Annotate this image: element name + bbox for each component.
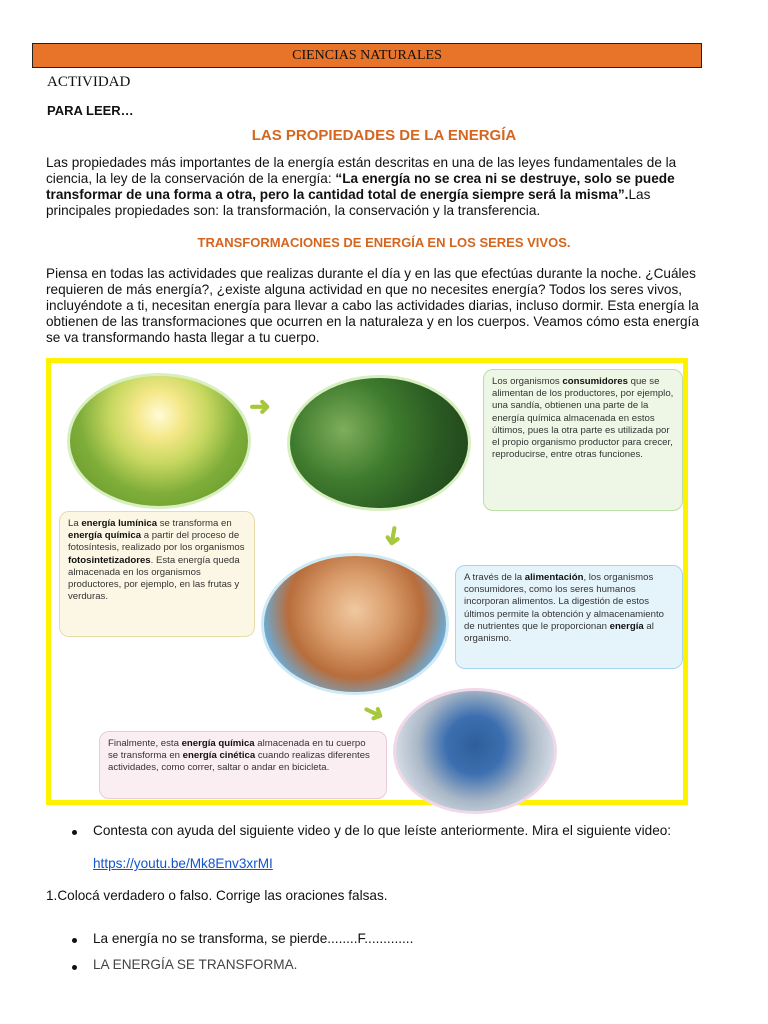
activity-label: ACTIVIDAD (47, 74, 131, 90)
box1-bold-a: consumidores (562, 376, 628, 387)
box3-bold-a: alimentación (524, 572, 584, 583)
statement-bullet-1: La energía no se transforma, se pierde........F............. (93, 931, 414, 946)
box3-text-b: , los organismos consumidores, como los seres humanos incorporan alimentos. La digestión de estos últimos permite la obtención y almacenamiento de nutrientes que le proporcionan (464, 572, 664, 632)
box4-bold-b: energía cinética (182, 750, 256, 762)
boy-jumping-image (393, 688, 557, 814)
box3-text-c: al organismo. (464, 620, 654, 645)
paragraph-properties (46, 155, 710, 219)
paragraph-properties-end: Las principales propiedades son: la transformación, la conservación y la transferencia. (46, 187, 651, 218)
subject-header: CIENCIAS NATURALES (32, 43, 702, 68)
paragraph-properties-intro: Las propiedades más importantes de la energía están descritas en una de las leyes fundamentales de la ciencia, la ley de la conservación de la energía: (46, 155, 677, 186)
box4-bold-a: energía química (181, 738, 255, 749)
video-link[interactable]: https://youtu.be/Mk8Env3xrMI (93, 856, 273, 871)
arrow-down-right-icon: ➜ (357, 693, 391, 731)
energy-law-quote: “La energía no se crea ni se destruye, solo se puede transformar de una forma a otra, pero la cantidad total de energía siempre será la misma”. (46, 171, 675, 202)
box2-bold-b: energía química (68, 530, 142, 542)
box2-text-b: se transforma en (157, 518, 232, 529)
box1-text-a: Los organismos (492, 376, 563, 387)
child-eating-watermelon-image (261, 553, 449, 695)
instruction-bullet: Contesta con ayuda del siguiente video y de lo que leíste anteriormente. Mira el siguiente video: (93, 823, 672, 838)
paragraph-transformations: Piensa en todas las actividades que realizas durante el día y en las que efectúas durante la noche. ¿Cuáles requieren de más energía?, ¿existe alguna actividad en que no necesites energía? Todos los seres vivos, incluyéndote a ti, necesitan energía para llevar a cabo las actividades diarias, incluso dormir. Esta energía la obtienen de las transformaciones que ocurren en la naturaleza y en los cuerpos. Veamos cómo esta energía se va transformando hasta llegar a tu cuerpo. (46, 266, 699, 345)
bullet-dot-icon (72, 938, 77, 943)
box2-text-d: . Esta energía queda almacenada en los organismos productores, por ejemplo, en las frutas y verduras. (68, 554, 240, 603)
light-energy-textbox (59, 511, 255, 637)
energy-transformation-figure (46, 358, 688, 805)
sunlit-field-image (67, 373, 251, 509)
box2-bold-a: energía lumínica (81, 518, 158, 529)
feeding-textbox (455, 565, 683, 669)
box3-text-a: A través de la (464, 572, 525, 583)
bullet-dot-icon (72, 965, 77, 970)
box2-text-a: La (68, 518, 82, 529)
section-title-transformations: TRANSFORMACIONES DE ENERGÍA EN LOS SERES VIVOS. (197, 235, 571, 250)
bullet-dot-icon (72, 830, 77, 835)
watermelon-plants-image (287, 375, 471, 511)
box1-text-b: que se alimentan de los productores, por ejemplo, una sandía, obtienen una parte de la energía química almacenada en estos últimos, pues la otra parte es utilizada por el propio organismo productor para crecer, reproducirse, entre otras funciones. (492, 376, 674, 461)
box3-bold-b: energía (609, 620, 644, 632)
kinetic-energy-textbox (99, 731, 387, 799)
box4-text-b: almacenada en tu cuerpo se transforma en (108, 738, 366, 762)
section-title-properties: LAS PROPIEDADES DE LA ENERGÍA (251, 127, 517, 144)
statement-correction: LA ENERGÍA SE TRANSFORMA. (93, 957, 298, 972)
consumers-textbox (483, 369, 683, 511)
arrow-down-icon: ➜ (377, 522, 411, 550)
box2-text-c: a partir del proceso de fotosíntesis, realizado por los organismos (68, 530, 245, 554)
box2-bold-c: fotosintetizadores (68, 554, 151, 566)
question-1: 1.Colocá verdadero o falso. Corrige las oraciones falsas. (46, 888, 388, 903)
arrow-right-icon: ➜ (249, 391, 271, 421)
box4-text-a: Finalmente, esta (108, 738, 182, 749)
box4-text-c: cuando realizas diferentes actividades, como correr, saltar o andar en bicicleta. (108, 750, 370, 774)
para-leer-label: PARA LEER… (47, 103, 134, 118)
